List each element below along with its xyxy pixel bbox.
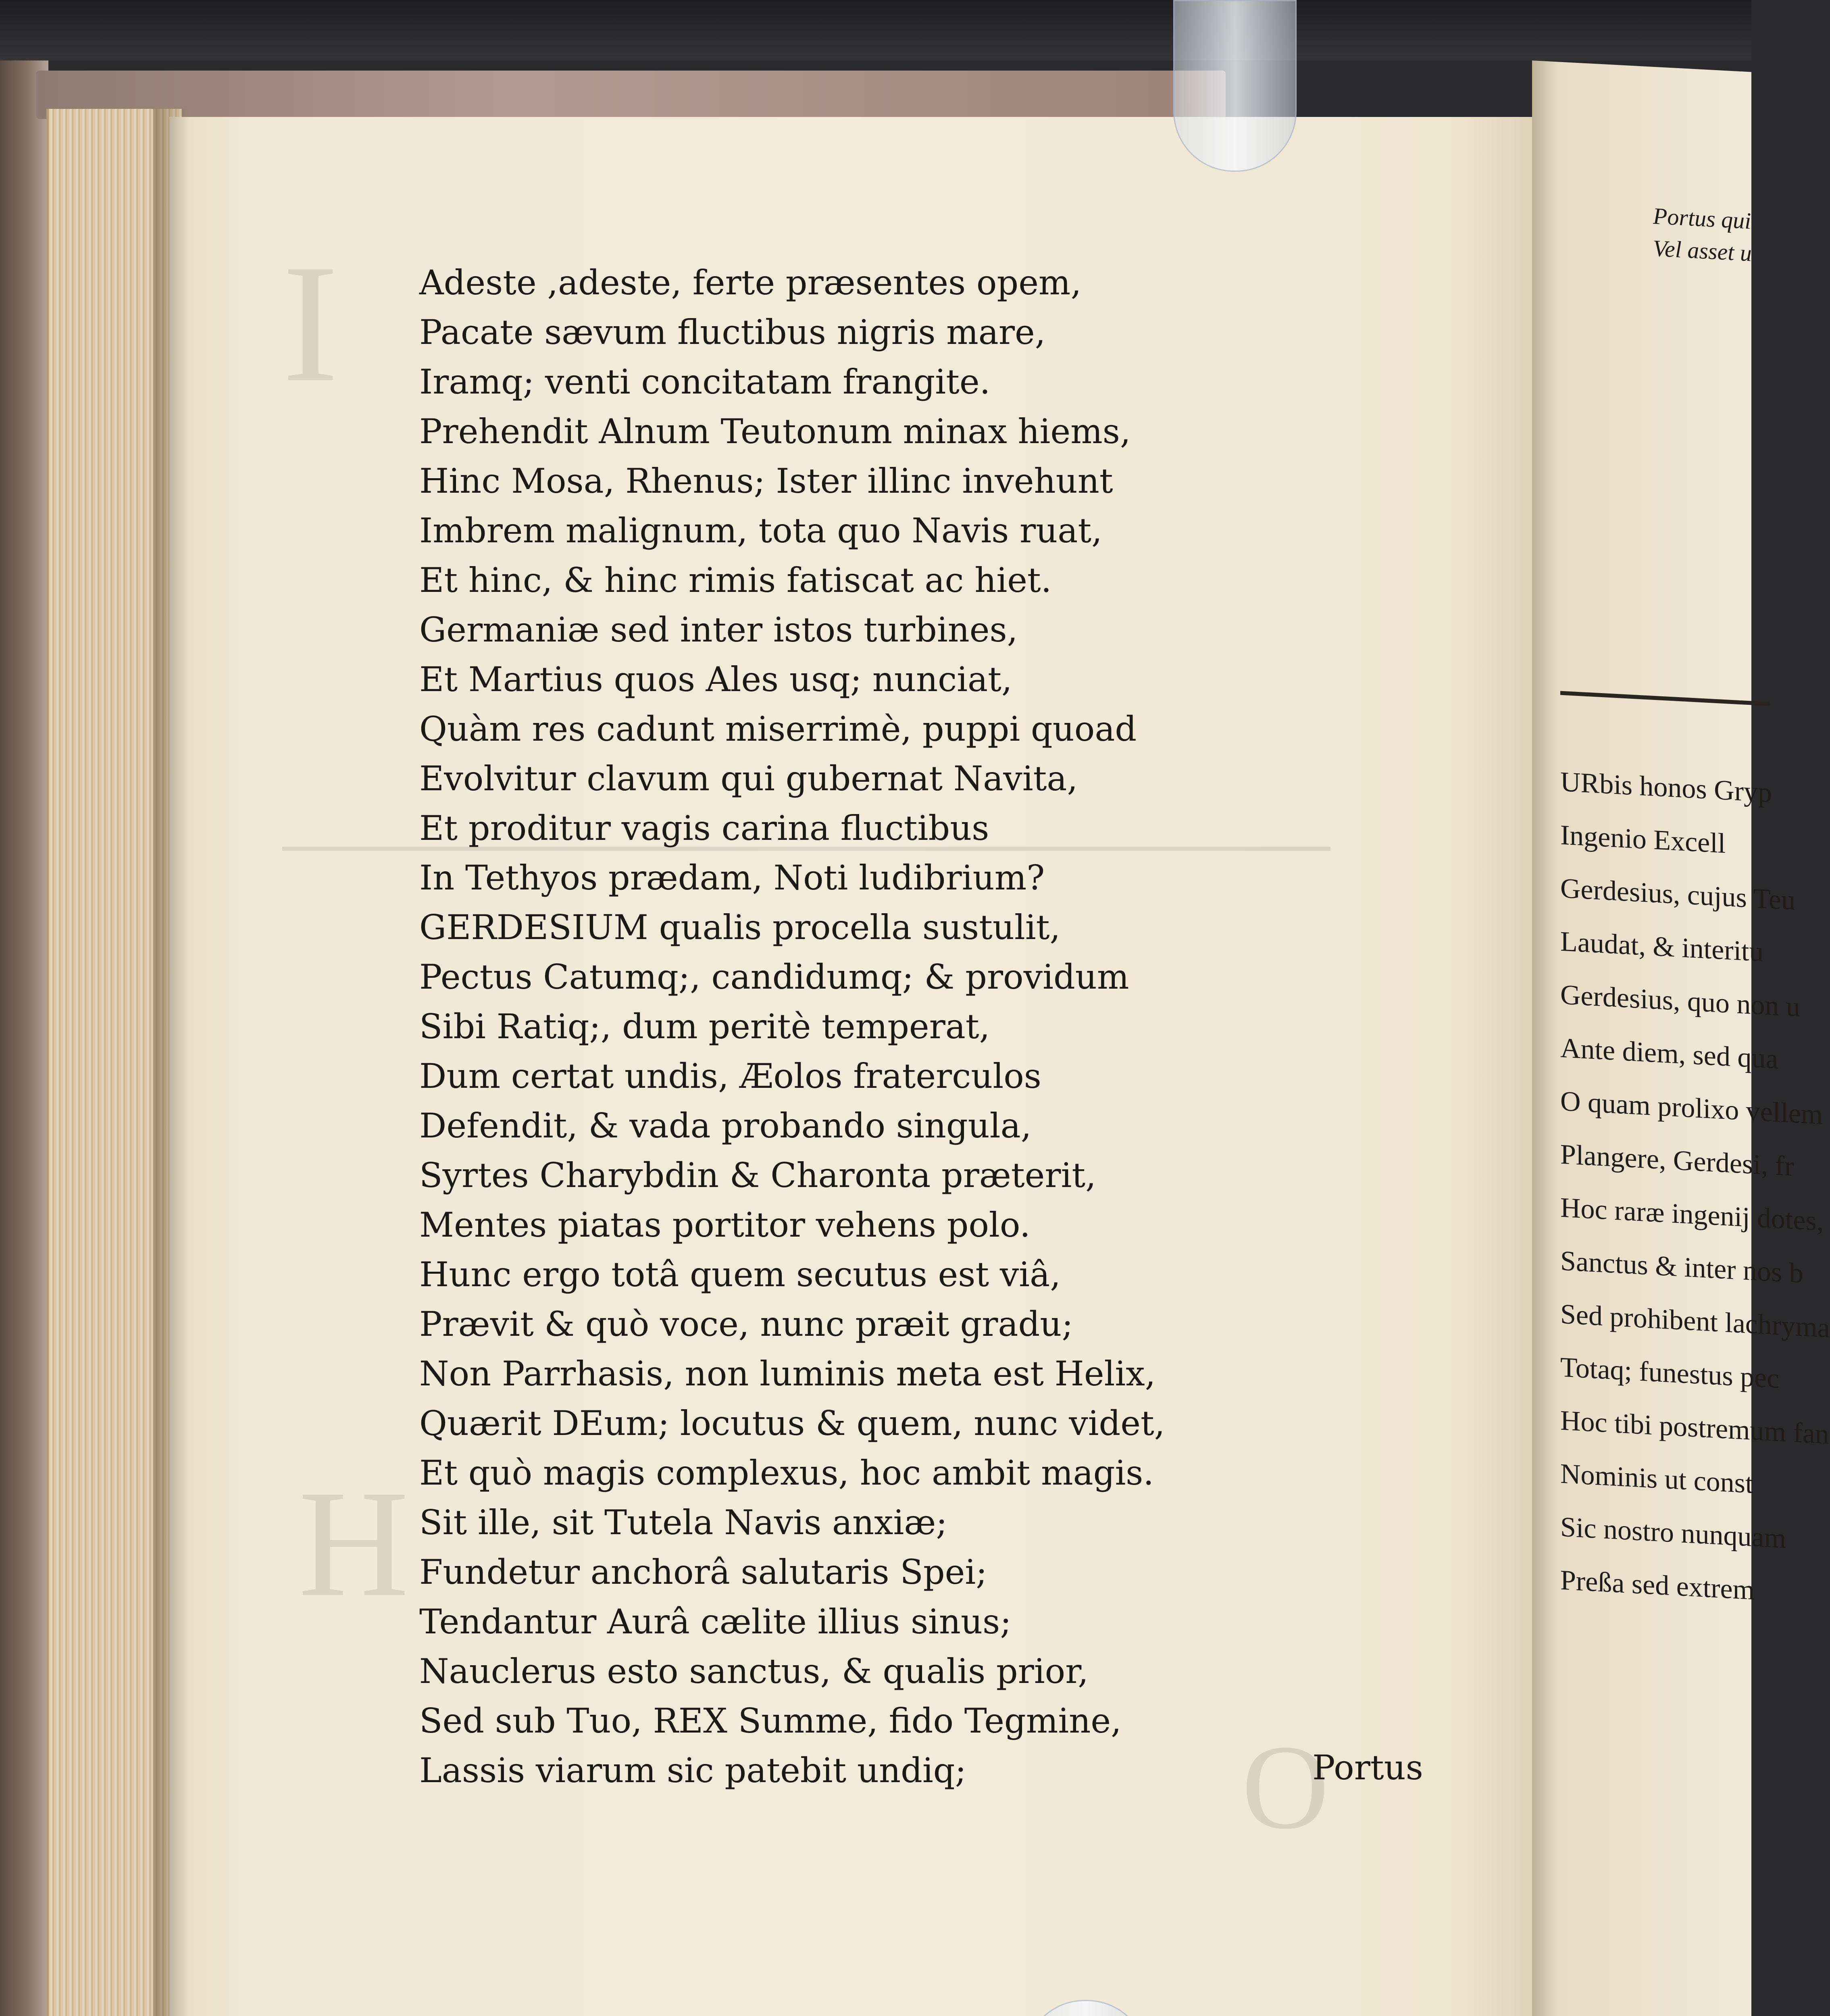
poem-line: Pacate sævum fluctibus nigris mare, [419, 312, 1046, 352]
facing-line: Hoc tibi postremum fan [1560, 1405, 1829, 1450]
poem-line: Syrtes Charybdin & Charonta præterit, [419, 1156, 1096, 1195]
poem-line: Mentes piatas portitor vehens polo. [419, 1205, 1031, 1245]
facing-page [1532, 60, 1830, 2016]
facing-line: Preßa sed extrem [1560, 1564, 1755, 1606]
poem-line: Sibi Ratiq;, dum peritè temperat, [419, 1007, 990, 1046]
poem-line: Quærit DEum; locutus & quem, nunc videt, [419, 1404, 1165, 1443]
poem-text [419, 258, 1347, 1795]
poem-line: Et quò magis complexus, hoc ambit magis. [419, 1453, 1154, 1493]
poem-line: Hunc ergo totâ quem secutus est viâ, [419, 1255, 1061, 1294]
poem-line: Sit ille, sit Tutela Navis anxiæ; [419, 1503, 947, 1542]
facing-line: Ante diem, sed qua [1560, 1032, 1778, 1075]
poem-line: Nauclerus esto sanctus, & qualis prior, [419, 1652, 1089, 1691]
gutter-shadow [153, 109, 189, 2016]
facing-page-header [1653, 200, 1758, 270]
poem-line: Adeste ,adeste, ferte præsentes opem, [419, 263, 1082, 302]
facing-line: Ingenio Excell [1560, 819, 1726, 860]
facing-line: URbis honos Gryp [1560, 766, 1772, 809]
poem-line: In Tethyos prædam, Noti ludibrium? [419, 858, 1045, 898]
poem-line: Et hinc, & hinc rimis fatiscat ac hiet. [419, 560, 1052, 600]
poem-line: Prævit & quò voce, nunc præit gradu; [419, 1304, 1073, 1344]
facing-page-rule [1560, 691, 1770, 706]
poem-line: Non Parrhasis, non luminis meta est Helix, [419, 1354, 1156, 1393]
facing-line: Nominis ut const [1560, 1458, 1753, 1500]
poem-line: Iramq; venti concitatam frangite. [419, 362, 991, 402]
poem-line: Dum certat undis, Æolos fraterculos [419, 1056, 1041, 1096]
book-cover-top-edge [36, 71, 1226, 119]
facing-line: Totaq; funestus pec [1560, 1352, 1780, 1395]
facing-header-line: Portus qui [1653, 202, 1751, 234]
poem-line: Sed sub Tuo, REX Summe, fido Tegmine, [419, 1701, 1122, 1741]
facing-line: Plangere, Gerdesi, fr [1560, 1139, 1794, 1183]
facing-line: Sanctus & inter nos b [1560, 1245, 1803, 1289]
poem-line: Hinc Mosa, Rhenus; Ister illinc invehunt [419, 461, 1113, 501]
facing-line: Laudat, & interitu [1560, 926, 1763, 968]
scanner-background-top [0, 0, 1751, 60]
book-cover-edge [0, 60, 48, 2016]
poem-line: Pectus Catumq;, candidumq; & providum [419, 957, 1129, 997]
facing-line: Gerdesius, quo non u [1560, 979, 1800, 1023]
poem-line: Imbrem malignum, tota quo Navis ruat, [419, 511, 1102, 550]
poem-line: Lassis viarum sic patebit undiq; [419, 1751, 966, 1790]
facing-page-text [1560, 756, 1830, 1618]
page-clip-top [1173, 0, 1297, 172]
poem-line: Tendantur Aurâ cælite illius sinus; [419, 1602, 1012, 1641]
catchword: Portus [1312, 1748, 1423, 1787]
poem-line: Fundetur anchorâ salutaris Spei; [419, 1552, 987, 1592]
poem-line: Et Martius quos Ales usq; nunciat, [419, 660, 1012, 699]
poem-line: Germaniæ sed inter istos turbines, [419, 610, 1018, 650]
poem-line: Et proditur vagis carina fluctibus [419, 808, 989, 848]
facing-header-line: Vel asset u [1653, 235, 1752, 267]
poem-line: Prehendit Alnum Teutonum minax hiems, [419, 412, 1131, 451]
facing-line: Hoc raræ ingenij dotes, [1560, 1192, 1824, 1237]
facing-line: Gerdesius, cujus Teu [1560, 873, 1795, 916]
facing-line: Sed prohibent lachryma [1560, 1298, 1830, 1344]
poem-line: GERDESIUM qualis procella sustulit, [419, 908, 1061, 947]
poem-line: Evolvitur clavum qui gubernat Navita, [419, 759, 1078, 798]
facing-line: Sic nostro nunquam [1560, 1511, 1786, 1555]
poem-line: Quàm res cadunt miserrimè, puppi quoad [419, 709, 1137, 749]
facing-line: O quam prolixo vellem [1560, 1085, 1823, 1131]
poem-line: Defendit, & vada probando singula, [419, 1106, 1032, 1145]
